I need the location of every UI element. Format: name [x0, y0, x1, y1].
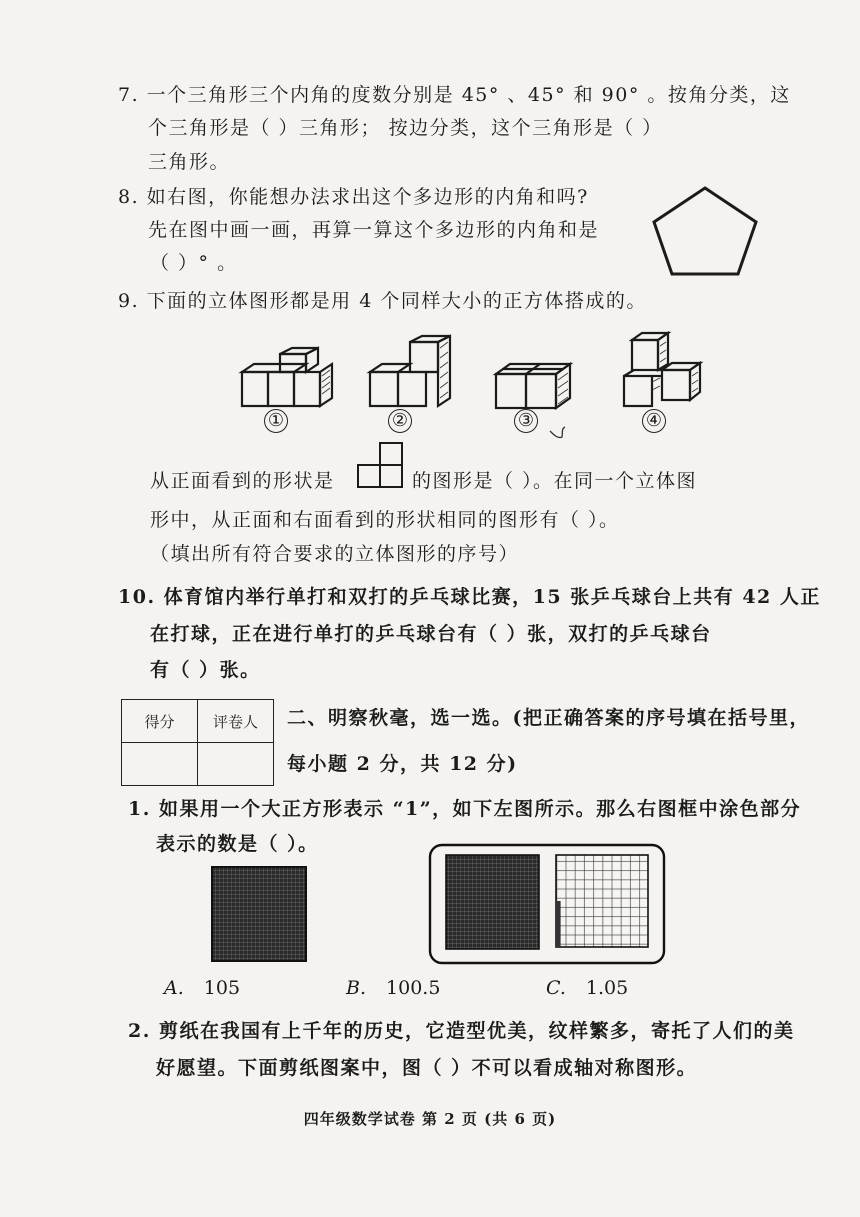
choice-a-letter: A.	[164, 977, 184, 999]
s2q1-line2: 表示的数是（ ）。	[156, 833, 319, 855]
q9-answer-text: 的图形是（ ）。在同一个立体图	[412, 470, 698, 492]
q9-line1: 9. 下面的立体图形都是用 4 个同样大小的正方体搭成的。	[118, 290, 647, 312]
pentagon-figure	[650, 184, 760, 278]
pen-mark	[548, 425, 568, 441]
s2q2-line2: 好愿望。下面剪纸图案中，图（ ）不可以看成轴对称图形。	[156, 1057, 698, 1079]
figure-label-4: ④	[642, 409, 666, 433]
choice-c	[546, 977, 628, 999]
grader-cell	[198, 743, 274, 786]
shaded-frame-figure	[428, 843, 666, 965]
choice-c-letter: C.	[546, 977, 566, 999]
section2-scoring: 每小题 2 分，共 12 分)	[287, 753, 518, 775]
cube-figure-4	[622, 330, 706, 412]
figure-label-2: ②	[388, 409, 412, 433]
q9-line2: 形中，从正面和右面看到的形状相同的图形有（ ）。	[150, 509, 620, 531]
q9-line3: （填出所有符合要求的立体图形的序号）	[150, 543, 520, 565]
score-label: 得分	[122, 700, 198, 743]
choice-a	[164, 977, 240, 999]
front-view-shape	[356, 441, 404, 489]
q10-line3: 有（ ）张。	[150, 659, 261, 681]
page-footer: 四年级数学试卷 第 2 页 (共 6 页)	[303, 1110, 557, 1128]
figure-label-3: ③	[514, 409, 538, 433]
q8-line3: （ ）° 。	[150, 252, 238, 274]
section2-heading: 二、明察秋毫，选一选。(把正确答案的序号填在括号里，	[287, 707, 810, 729]
choice-b-value: 100.5	[386, 977, 441, 999]
unit-square-figure	[211, 866, 307, 962]
cube-figure-1	[240, 346, 340, 412]
q7-line1: 7. 一个三角形三个内角的度数分别是 45° 、45° 和 90° 。按角分类，这	[118, 84, 791, 106]
s2q1-line1: 1. 如果用一个大正方形表示 “1”，如下左图所示。那么右图框中涂色部分	[128, 798, 802, 820]
s2q2-line1: 2. 剪纸在我国有上千年的历史，它造型优美，纹样繁多，寄托了人们的美	[128, 1020, 795, 1042]
q8-line2: 先在图中画一画，再算一算这个多边形的内角和是	[148, 219, 600, 241]
figure-label-1: ①	[264, 409, 288, 433]
q8-line1: 8. 如右图，你能想办法求出这个多边形的内角和吗?	[118, 186, 589, 208]
cube-figure-2	[368, 334, 458, 412]
q9-front-view-text: 从正面看到的形状是	[150, 470, 335, 492]
grader-label: 评卷人	[198, 700, 274, 743]
q7-line2: 个三角形是（ ）三角形； 按边分类，这个三角形是（ ）	[148, 117, 663, 139]
cube-figure-3	[494, 356, 578, 412]
q10-line2: 在打球，正在进行单打的乒乓球台有（ ）张，双打的乒乓球台	[150, 623, 712, 645]
choice-c-value: 1.05	[585, 977, 629, 999]
score-table	[121, 699, 274, 786]
q7-line3: 三角形。	[148, 151, 231, 173]
choice-a-value: 105	[203, 977, 241, 999]
choice-b	[346, 977, 440, 999]
score-cell	[122, 743, 198, 786]
q10-line1: 10. 体育馆内举行单打和双打的乒乓球比赛，15 张乒乓球台上共有 42 人正	[118, 586, 821, 608]
choice-b-letter: B.	[346, 977, 367, 999]
